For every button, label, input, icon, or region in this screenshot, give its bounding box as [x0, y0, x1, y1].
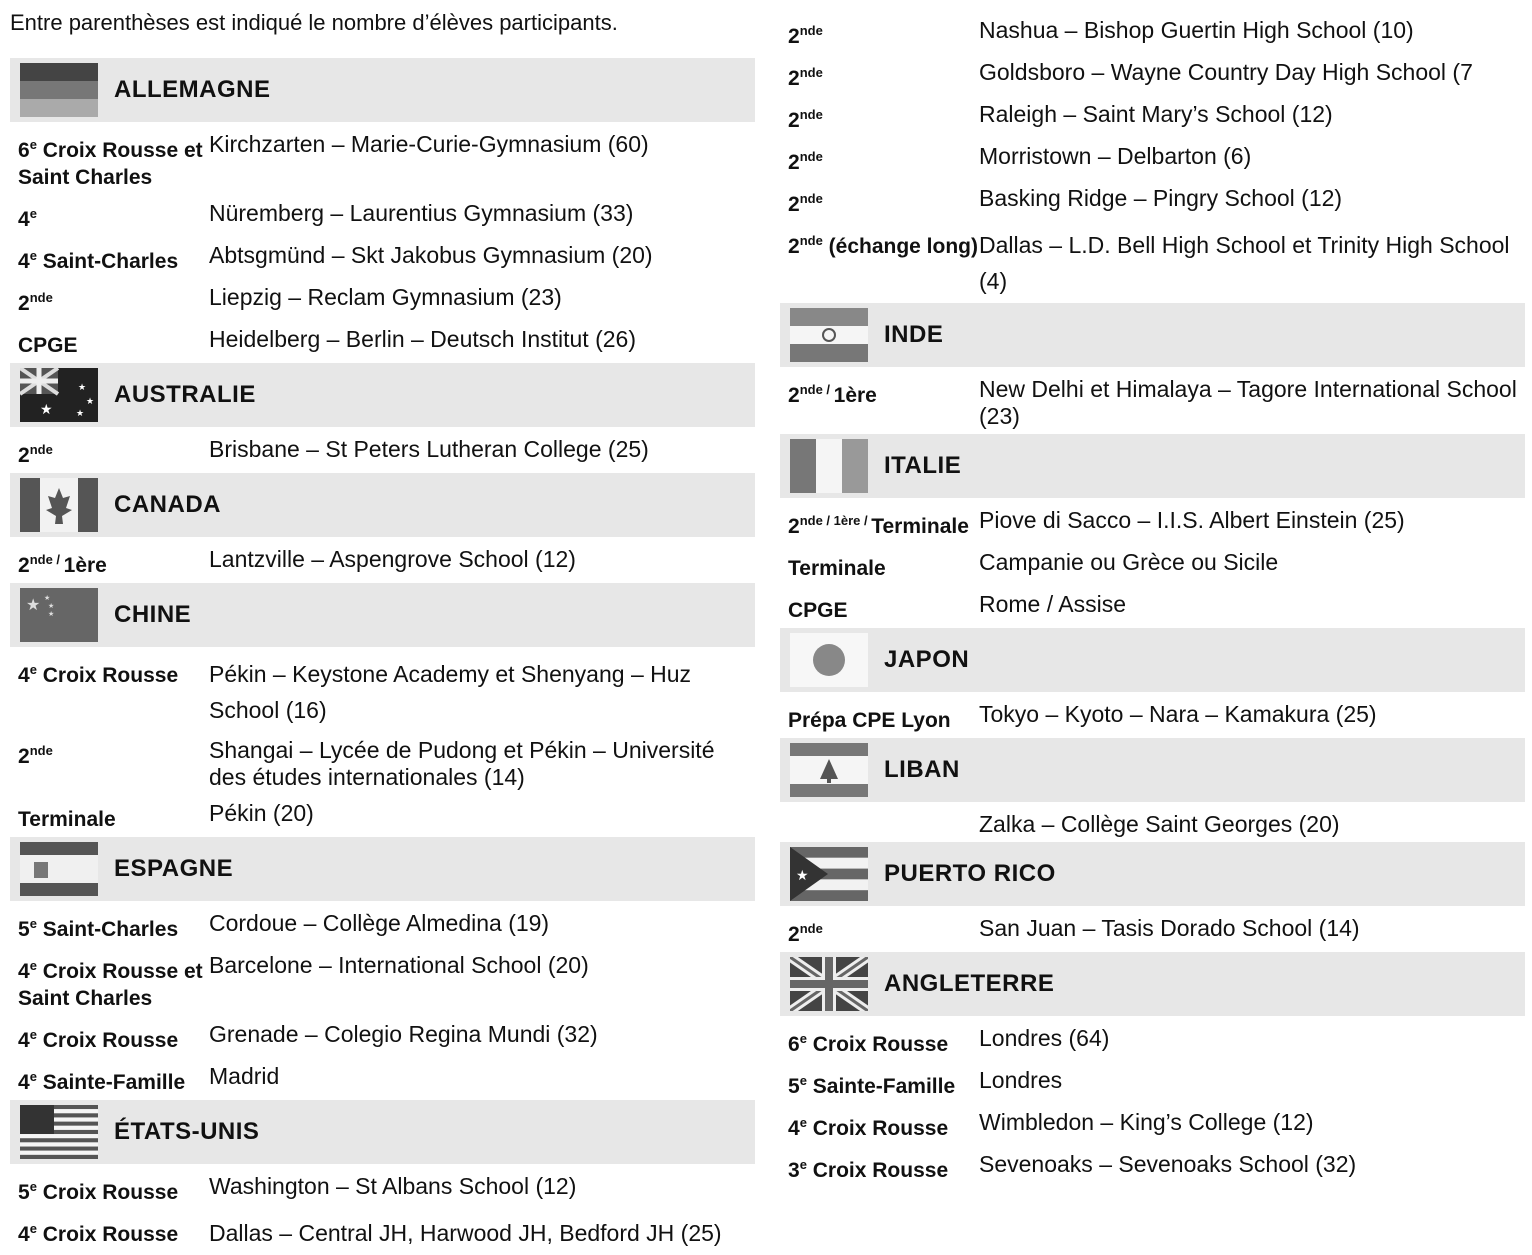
level-superscript: e — [29, 248, 37, 263]
level-number: 2 — [18, 554, 30, 577]
country-section — [10, 363, 755, 473]
destination-row — [780, 1020, 1525, 1062]
canada-flag-icon — [20, 478, 98, 532]
country-name: CHINE — [114, 601, 192, 628]
level-number: CPGE — [788, 599, 848, 622]
destination-text: Sevenoaks – Sevenoaks School (32) — [979, 1151, 1357, 1177]
level-rest: (échange long) — [822, 235, 978, 258]
level-superscript: nde / — [799, 382, 834, 397]
destination-text: Liepzig – Reclam Gymnasium (23) — [209, 284, 562, 310]
level-number: 2 — [788, 67, 800, 90]
destination-row — [780, 696, 1525, 738]
country-section — [780, 842, 1525, 952]
level-number: 4 — [18, 208, 30, 231]
level-number: 4 — [18, 1223, 30, 1246]
destination-text: Nashua – Bishop Guertin High School (10) — [979, 17, 1414, 43]
level-number: 5 — [18, 1181, 30, 1204]
level-superscript: e — [799, 1115, 807, 1130]
country-name: ESPAGNE — [114, 855, 234, 882]
destination-text: Heidelberg – Berlin – Deutsch Institut (26) — [209, 326, 636, 352]
level-label — [10, 436, 209, 469]
level-label — [10, 1173, 209, 1206]
level-label — [780, 17, 979, 50]
destination-text: Kirchzarten – Marie-Curie-Gymnasium (60) — [209, 131, 649, 157]
country-name: LIBAN — [884, 756, 960, 783]
level-number: 2 — [788, 151, 800, 174]
level-superscript: nde — [799, 921, 823, 936]
destination-row — [10, 732, 755, 795]
level-superscript: e — [29, 1027, 37, 1042]
level-number: 2 — [788, 235, 800, 258]
level-number: 4 — [18, 1071, 30, 1094]
destination-text: Londres — [979, 1067, 1063, 1093]
level-label — [780, 101, 979, 134]
china-flag-icon — [20, 588, 98, 642]
level-label — [780, 701, 979, 734]
level-label — [780, 227, 979, 299]
level-rest: Sainte-Famille — [806, 1075, 956, 1098]
level-number: 6 — [18, 139, 30, 162]
left-column — [10, 58, 755, 1255]
svg-text:★: ★ — [48, 603, 55, 610]
level-rest: Sainte-Famille — [36, 1071, 186, 1094]
level-label — [10, 326, 209, 359]
level-label — [780, 1025, 979, 1058]
level-label — [10, 656, 209, 728]
svg-text:★: ★ — [44, 595, 51, 602]
level-rest: Croix Rousse et Saint Charles — [18, 960, 203, 1010]
level-rest: Croix Rousse — [36, 1181, 179, 1204]
level-superscript: e — [799, 1157, 807, 1172]
country-section — [780, 434, 1525, 628]
level-label — [780, 143, 979, 176]
destination-text: Cordoue – Collège Almedina (19) — [209, 910, 550, 936]
level-superscript: nde — [799, 149, 823, 164]
country-header — [780, 738, 1525, 802]
destination-text: Dallas – Central JH, Harwood JH, Bedford JH (25) — [209, 1220, 722, 1246]
svg-text:★: ★ — [78, 382, 87, 392]
level-rest: Croix Rousse — [36, 1223, 179, 1246]
level-number: 2 — [788, 923, 800, 946]
level-superscript: e — [29, 206, 37, 221]
destination-row — [780, 12, 1525, 54]
level-rest: Saint-Charles — [36, 250, 179, 273]
level-superscript: nde — [799, 65, 823, 80]
level-label — [10, 800, 209, 833]
country-name: INDE — [884, 321, 944, 348]
destination-row — [10, 1210, 755, 1255]
level-label — [780, 915, 979, 948]
level-label — [10, 1021, 209, 1054]
destination-text: Nüremberg – Laurentius Gymnasium (33) — [209, 200, 634, 226]
svg-text:★: ★ — [48, 611, 55, 618]
germany-flag-icon — [20, 63, 98, 117]
destination-row — [780, 502, 1525, 544]
destination-row — [780, 806, 1525, 842]
level-superscript: nde — [799, 233, 823, 248]
level-label — [10, 952, 209, 1012]
level-number: 2 — [18, 444, 30, 467]
level-label — [780, 185, 979, 218]
level-superscript: nde — [29, 743, 53, 758]
destination-text: Wimbledon – King’s College (12) — [979, 1109, 1314, 1135]
destination-text: Zalka – Collège Saint Georges (20) — [979, 811, 1340, 837]
destination-text: Rome / Assise — [979, 591, 1126, 617]
level-label — [10, 284, 209, 317]
usa-flag-icon — [20, 1105, 98, 1159]
level-superscript: e — [29, 137, 37, 152]
destination-row — [780, 54, 1525, 96]
destination-text: Piove di Sacco – I.I.S. Albert Einstein (25) — [979, 507, 1405, 533]
destination-text: Goldsboro – Wayne Country Day High School (7 — [979, 59, 1473, 85]
destination-row — [780, 96, 1525, 138]
destination-text: Tokyo – Kyoto – Nara – Kamakura (25) — [979, 701, 1377, 727]
destination-text: Londres (64) — [979, 1025, 1110, 1051]
destination-text: Barcelone – International School (20) — [209, 952, 589, 978]
level-label — [10, 1063, 209, 1096]
level-rest: Croix Rousse — [806, 1117, 949, 1140]
destination-row — [10, 1016, 755, 1058]
australia-flag-icon — [20, 368, 98, 422]
puerto-rico-flag-icon — [790, 847, 868, 901]
destination-row — [780, 222, 1525, 303]
level-rest: Croix Rousse — [36, 1029, 179, 1052]
country-section — [780, 952, 1525, 1188]
level-number: 2 — [18, 292, 30, 315]
level-rest: Croix Rousse — [36, 664, 179, 687]
lebanon-flag-icon — [790, 743, 868, 797]
level-superscript: nde / — [29, 552, 64, 567]
country-section — [780, 303, 1525, 434]
level-rest: 1ère — [63, 554, 107, 577]
destination-row — [10, 651, 755, 732]
country-section — [10, 837, 755, 1100]
country-header — [10, 837, 755, 901]
level-superscript: nde / 1ère / — [799, 513, 872, 528]
destination-row — [10, 795, 755, 837]
india-flag-icon — [790, 308, 868, 362]
destination-text: Abtsgmünd – Skt Jakobus Gymnasium (20) — [209, 242, 653, 268]
italy-flag-icon — [790, 439, 868, 493]
level-rest: Croix Rousse — [806, 1159, 949, 1182]
destination-row — [780, 544, 1525, 586]
country-section — [10, 583, 755, 837]
destination-text: Morristown – Delbarton (6) — [979, 143, 1252, 169]
level-rest: Croix Rousse — [806, 1033, 949, 1056]
destination-row — [780, 138, 1525, 180]
level-label — [780, 376, 979, 430]
country-header — [780, 952, 1525, 1016]
level-superscript: e — [29, 916, 37, 931]
destination-text: Campanie ou Grèce ou Sicile — [979, 549, 1279, 575]
country-header — [10, 583, 755, 647]
level-number: Prépa CPE Lyon — [788, 709, 951, 732]
level-rest: Terminale — [871, 515, 969, 538]
level-superscript: e — [799, 1031, 807, 1046]
destination-row — [10, 541, 755, 583]
level-number: 2 — [788, 109, 800, 132]
uk-flag-icon — [790, 957, 868, 1011]
destination-row — [780, 586, 1525, 628]
country-header — [10, 473, 755, 537]
svg-text:★: ★ — [86, 396, 95, 406]
japan-flag-icon — [790, 633, 868, 687]
country-name: JAPON — [884, 646, 970, 673]
level-label — [780, 1151, 979, 1184]
level-superscript: e — [29, 662, 37, 677]
level-number: 2 — [788, 515, 800, 538]
country-section — [10, 58, 755, 363]
level-superscript: e — [29, 1221, 37, 1236]
level-number: CPGE — [18, 334, 78, 357]
destination-row — [780, 1104, 1525, 1146]
destination-row — [10, 905, 755, 947]
svg-text:★: ★ — [40, 401, 53, 417]
level-number: 2 — [788, 384, 800, 407]
level-number: Terminale — [788, 557, 886, 580]
level-superscript: nde — [799, 107, 823, 122]
right-column — [780, 12, 1525, 1188]
destination-row — [780, 1062, 1525, 1104]
level-rest: Croix Rousse et Saint Charles — [18, 139, 203, 189]
level-superscript: nde — [29, 442, 53, 457]
destination-row — [10, 947, 755, 1016]
destination-text: Lantzville – Aspengrove School (12) — [209, 546, 576, 572]
destination-text: Dallas – L.D. Bell High School et Trinity High School (4) — [979, 232, 1510, 294]
country-header — [10, 58, 755, 122]
level-number: 4 — [18, 664, 30, 687]
level-number: 6 — [788, 1033, 800, 1056]
destination-text: Grenade – Colegio Regina Mundi (32) — [209, 1021, 598, 1047]
country-name: AUSTRALIE — [114, 381, 256, 408]
destination-row — [10, 321, 755, 363]
country-section — [780, 738, 1525, 842]
svg-text:★: ★ — [76, 408, 85, 418]
spain-flag-icon — [20, 842, 98, 896]
country-name: PUERTO RICO — [884, 860, 1056, 887]
destination-row — [10, 1168, 755, 1210]
country-header — [10, 1100, 755, 1164]
level-number: 4 — [788, 1117, 800, 1140]
level-number: 4 — [18, 960, 30, 983]
level-number: 4 — [18, 1029, 30, 1052]
country-header — [780, 303, 1525, 367]
level-number: 3 — [788, 1159, 800, 1182]
level-superscript: e — [29, 1179, 37, 1194]
destination-row — [10, 279, 755, 321]
level-number: 2 — [788, 25, 800, 48]
intro-text: Entre parenthèses est indiqué le nombre d’élèves participants. — [10, 10, 618, 35]
destination-text: Pékin – Keystone Academy et Shenyang – Huz School (16) — [209, 661, 692, 723]
svg-text:★: ★ — [26, 597, 41, 614]
level-number: Terminale — [18, 808, 116, 831]
destination-text: Washington – St Albans School (12) — [209, 1173, 577, 1199]
level-number: 2 — [788, 193, 800, 216]
destination-text: Pékin (20) — [209, 800, 314, 826]
level-label — [10, 910, 209, 943]
level-label — [780, 549, 979, 582]
destination-text: Brisbane – St Peters Lutheran College (25) — [209, 436, 649, 462]
level-number: 5 — [18, 918, 30, 941]
destination-text: Basking Ridge – Pingry School (12) — [979, 185, 1343, 211]
level-label — [780, 811, 979, 838]
destination-row — [780, 371, 1525, 434]
level-label — [780, 1109, 979, 1142]
level-superscript: nde — [799, 23, 823, 38]
level-number: 4 — [18, 250, 30, 273]
level-label — [780, 591, 979, 624]
country-name: ALLEMAGNE — [114, 76, 271, 103]
country-name: ITALIE — [884, 452, 962, 479]
level-label — [10, 200, 209, 233]
destination-text: New Delhi et Himalaya – Tagore International School (23) — [979, 376, 1517, 429]
level-rest: Saint-Charles — [36, 918, 179, 941]
svg-text:★: ★ — [796, 867, 809, 883]
level-superscript: e — [29, 958, 37, 973]
destination-row — [10, 237, 755, 279]
destination-row — [10, 1058, 755, 1100]
destination-row — [780, 910, 1525, 952]
level-superscript: nde — [29, 290, 53, 305]
level-label — [780, 59, 979, 92]
country-header — [780, 842, 1525, 906]
country-header — [780, 628, 1525, 692]
country-name: ANGLETERRE — [884, 970, 1055, 997]
destination-text: Shangai – Lycée de Pudong et Pékin – Université des études internationales (14) — [209, 737, 715, 790]
level-label — [10, 242, 209, 275]
country-header — [780, 434, 1525, 498]
level-label — [780, 507, 979, 540]
country-name: CANADA — [114, 491, 221, 518]
level-superscript: nde — [799, 191, 823, 206]
country-name: ÉTATS-UNIS — [114, 1118, 260, 1145]
destination-text: Madrid — [209, 1063, 280, 1089]
level-label — [780, 1067, 979, 1100]
level-rest: 1ère — [833, 384, 877, 407]
country-header — [10, 363, 755, 427]
country-section — [10, 473, 755, 583]
level-number: 5 — [788, 1075, 800, 1098]
level-superscript: e — [799, 1073, 807, 1088]
level-label — [10, 546, 209, 579]
destination-row — [10, 431, 755, 473]
destination-row — [10, 195, 755, 237]
destination-row — [780, 180, 1525, 222]
level-label — [10, 131, 209, 191]
country-section — [780, 628, 1525, 738]
destination-row — [10, 126, 755, 195]
level-label — [10, 1215, 209, 1251]
level-superscript: e — [29, 1069, 37, 1084]
level-number: 2 — [18, 745, 30, 768]
level-label — [10, 737, 209, 791]
destination-text: Raleigh – Saint Mary’s School (12) — [979, 101, 1333, 127]
country-section — [10, 1100, 755, 1255]
destination-text: San Juan – Tasis Dorado School (14) — [979, 915, 1360, 941]
